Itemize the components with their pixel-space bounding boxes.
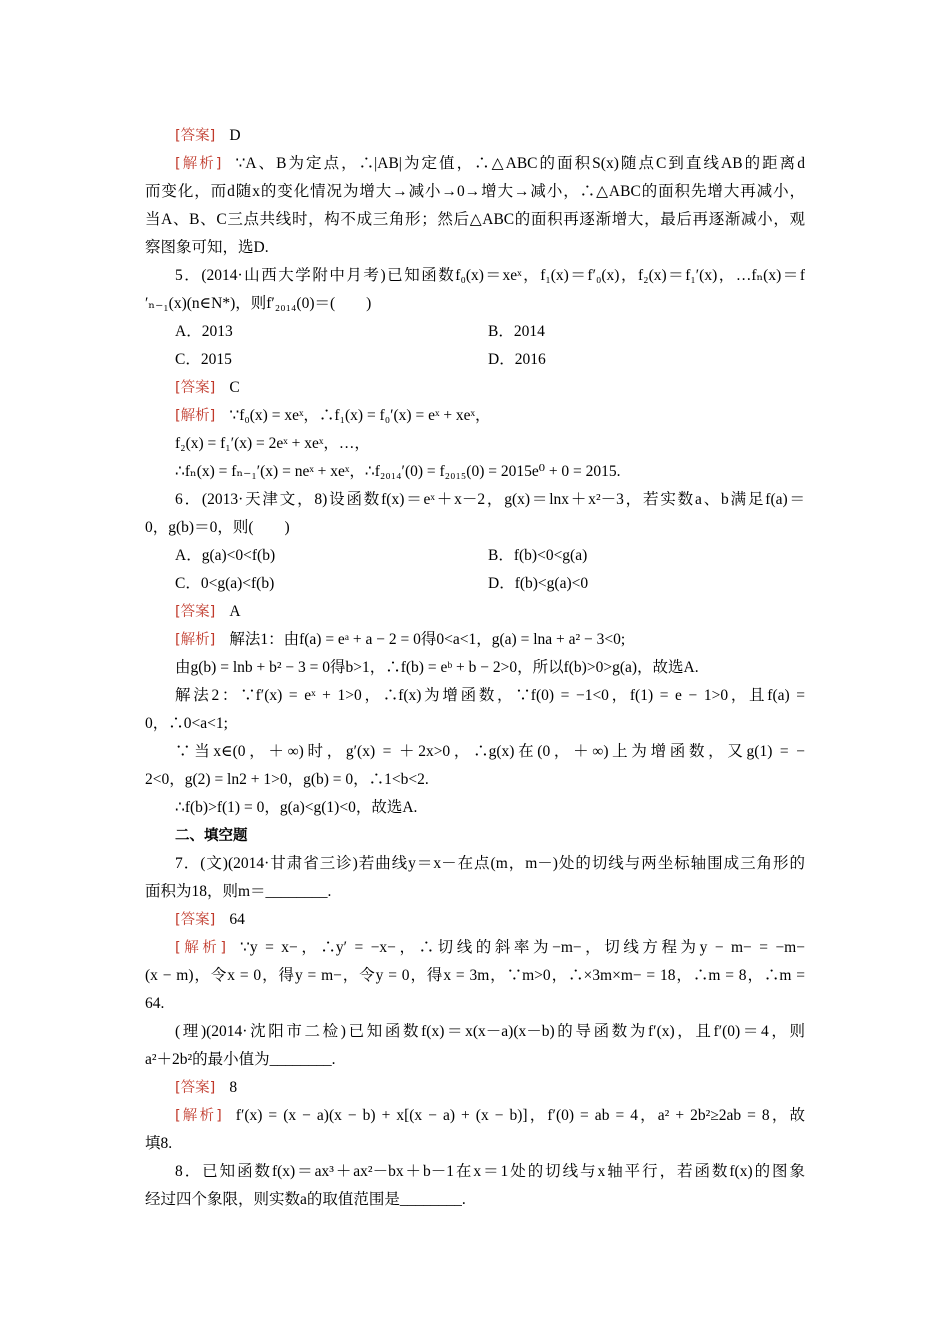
text-line: [175, 854, 805, 874]
line-text: 面积为18，则m＝________.: [145, 883, 332, 900]
text-line: [145, 210, 805, 230]
text-line: [145, 1190, 805, 1210]
answer-tag: [解析]: [175, 156, 222, 172]
option-right: B．f(b)<0<g(a): [488, 547, 588, 564]
line-text: A．g(a)<0<f(b): [175, 547, 276, 564]
line-text: 解法2：∵f′(x) = eˣ + 1>0，∴f(x)为增函数，∵f(0) = −1<0，f(1) = e − 1>0，且f(a) =: [175, 687, 805, 704]
line-text: 6．(2013·天津文，8)设函数f(x)＝eˣ＋x－2，g(x)＝lnx＋x²－3，若实数a、b满足f(a)＝: [175, 491, 805, 508]
line-text: D: [229, 127, 241, 144]
answer-tag: [答案]: [175, 380, 216, 396]
option-right: D．f(b)<g(a)<0: [488, 575, 589, 592]
answer-tag: [答案]: [175, 1080, 216, 1096]
line-text: 0，g(b)＝0，则( ): [145, 519, 290, 536]
line-text: 64.: [145, 995, 165, 1012]
text-line: [145, 714, 805, 734]
text-line: [175, 462, 805, 482]
text-line: [175, 826, 805, 846]
text-line: [145, 994, 805, 1014]
text-line: [175, 434, 805, 454]
text-line: [175, 658, 805, 678]
line-text: (理)(2014·沈阳市二检)已知函数f(x)＝x(x－a)(x－b)的导函数为f′(x)，且f′(0)＝4，则: [175, 1023, 805, 1040]
line-text: 64: [229, 911, 245, 928]
text-line: [175, 686, 805, 706]
answer-tag: [解析]: [175, 408, 216, 424]
answer-tag: [答案]: [175, 604, 216, 620]
answer-tag: [解析]: [175, 1108, 222, 1124]
text-line: [145, 518, 805, 538]
line-text: f₂(x) = f₁′(x) = 2eˣ + xeˣ，…，: [175, 435, 370, 452]
option-right: D．2016: [488, 351, 546, 368]
line-text: ∴f(b)>f(1) = 0，g(a)<g(1)<0，故选A.: [175, 799, 418, 816]
line-text: 二、填空题: [175, 828, 248, 844]
line-text: ∵A、B为定点，∴|AB|为定值，∴△ABC的面积S(x)随点C到直线AB的距离d: [235, 155, 805, 172]
line-text: A: [229, 603, 241, 620]
text-line: [175, 406, 805, 426]
answer-tag: [解析]: [175, 632, 216, 648]
text-line: [175, 742, 805, 762]
text-line: [175, 630, 805, 650]
text-line: [145, 966, 805, 986]
line-text: ∴fₙ(x) = fₙ₋₁′(x) = neˣ + xeˣ，∴f₂₀₁₄′(0) = f₂₀₁₅(0) = 2015e⁰ + 0 = 2015.: [175, 463, 621, 480]
line-text: A．2013: [175, 323, 233, 340]
line-text: f′(x) = (x − a)(x − b) + x[(x − a) + (x − b)]，f′(0) = ab = 4，a² + 2b²≥2ab = 8，故: [235, 1107, 805, 1124]
line-text: 由g(b) = lnb + b² − 3 = 0得b>1，∴f(b) = eᵇ + b − 2>0，所以f(b)>0>g(a)，故选A.: [175, 659, 699, 676]
line-text: 2<0，g(2) = ln2 + 1>0，g(b) = 0，∴1<b<2.: [145, 771, 429, 788]
answer-tag: [解析]: [175, 940, 227, 956]
line-text: (x − m)，令x = 0，得y = m−，令y = 0，得x = 3m，∵m>0，∴×3m×m− = 18，∴m = 8，∴m =: [145, 967, 805, 984]
text-line: [175, 798, 805, 818]
line-text: a²＋2b²的最小值为________.: [145, 1051, 336, 1068]
text-line: [175, 1162, 805, 1182]
line-text: 填8.: [145, 1135, 173, 1152]
line-text: 8: [229, 1079, 238, 1096]
text-line: [145, 182, 805, 202]
text-line: [175, 602, 805, 622]
text-line: [175, 1106, 805, 1126]
line-text: 8．已知函数f(x)＝ax³＋ax²－bx＋b－1在x＝1处的切线与x轴平行，若函数f(x)的图象: [175, 1163, 805, 1180]
line-text: C．2015: [175, 351, 232, 368]
line-text: 解法1：由f(a) = eᵃ + a − 2 = 0得0<a<1，g(a) = lna + a² − 3<0;: [229, 631, 626, 648]
line-text: ∵当x∈(0，＋∞)时，g′(x) = ＋2x>0，∴g(x)在(0，＋∞)上为增函数，又g(1) = −: [175, 743, 805, 760]
line-text: ′ₙ₋₁(x)(n∈N*)，则f′₂₀₁₄(0)＝( ): [145, 295, 372, 312]
text-line: [175, 126, 805, 146]
text-line: [175, 1078, 805, 1098]
answer-tag: [答案]: [175, 128, 216, 144]
text-line: [175, 1022, 805, 1042]
text-line: [175, 910, 805, 930]
text-line: [175, 378, 805, 398]
text-line: [175, 266, 805, 286]
option-right: B．2014: [488, 323, 545, 340]
line-text: 7．(文)(2014·甘肃省三诊)若曲线y＝x－在点(m，m－)处的切线与两坐标轴围成三角形的: [175, 855, 805, 872]
text-line: [145, 294, 805, 314]
line-text: ∵f₀(x) = xeˣ，∴f₁(x) = f₀′(x) = eˣ + xeˣ，: [229, 407, 491, 424]
line-text: C: [229, 379, 240, 396]
text-line: [175, 938, 805, 958]
line-text: C．0<g(a)<f(b): [175, 575, 275, 592]
text-line: [175, 154, 805, 174]
text-line: [145, 1134, 805, 1154]
answer-tag: [答案]: [175, 912, 216, 928]
line-text: 0，∴0<a<1;: [145, 715, 228, 732]
text-line: [145, 882, 805, 902]
text-line: [145, 770, 805, 790]
line-text: 而变化，而d随x的变化情况为增大→减小→0→增大→减小，∴△ABC的面积先增大再减小，: [145, 183, 805, 200]
line-text: 5．(2014·山西大学附中月考)已知函数f₀(x)＝xeˣ，f₁(x)＝f′₀(x)，f₂(x)＝f₁′(x)，…fₙ(x)＝f: [175, 267, 805, 284]
line-text: 察图象可知，选D.: [145, 239, 269, 256]
line-text: 经过四个象限，则实数a的取值范围是________.: [145, 1191, 466, 1208]
text-line: [145, 238, 805, 258]
line-text: ∵y = x−，∴y′ = −x−，∴切线的斜率为−m−，切线方程为y − m− = −m−: [240, 939, 805, 956]
line-text: 当A、B、C三点共线时，构不成三角形；然后△ABC的面积再逐渐增大，最后再逐渐减小，观: [145, 211, 805, 228]
text-line: [145, 1050, 805, 1070]
text-line: [175, 490, 805, 510]
